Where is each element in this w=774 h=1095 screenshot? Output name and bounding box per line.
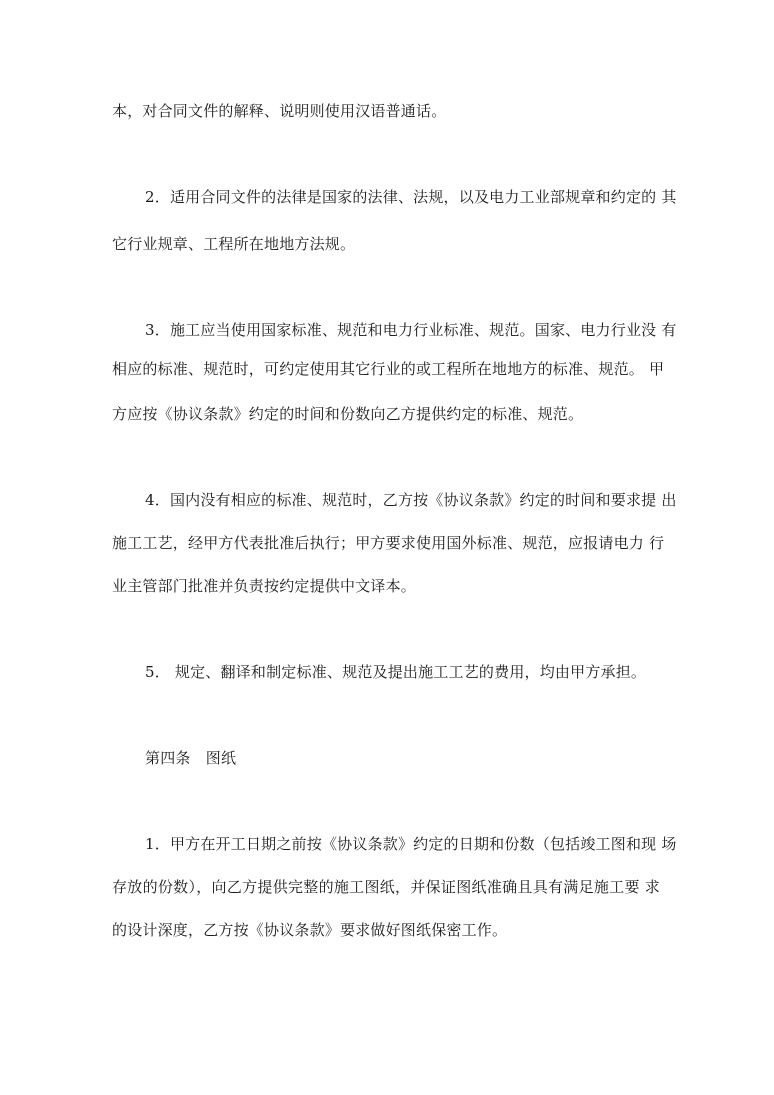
clause-4-line-3: 业主管部门批准并负责按约定提供中文译本。 [112,577,417,595]
clause-3-line-1: 3．施工应当使用国家标准、规范和电力行业标准、规范。国家、电力行业没 有 [145,321,677,339]
article-4-clause-1-line-2: 存放的份数），向乙方提供完整的施工图纸，并保证图纸准确且具有满足施工要 求 [112,878,660,896]
clause-2-line-1: 2．适用合同文件的法律是国家的法律、法规，以及电力工业部规章和约定的 其 [145,188,677,206]
article-4-heading: 第四条 图纸 [145,749,237,767]
paragraph-continuation: 本，对合同文件的解释、说明则使用汉语普通话。 [112,102,447,120]
clause-5-line-1: 5． 规定、翻译和制定标准、规范及提出施工工艺的费用，均由甲方承担。 [145,663,647,681]
article-4-clause-1-line-1: 1．甲方在开工日期之前按《协议条款》约定的日期和份数（包括竣工图和现 场 [145,835,677,853]
clause-4-line-1: 4．国内没有相应的标准、规范时，乙方按《协议条款》约定的时间和要求提 出 [145,491,677,509]
clause-2-line-2: 它行业规章、工程所在地地方法规。 [112,235,356,253]
clause-3-line-3: 方应按《协议条款》约定的时间和份数向乙方提供约定的标准、规范。 [112,405,584,423]
clause-4-line-2: 施工工艺，经甲方代表批准后执行；甲方要求使用国外标准、规范，应报请电力 行 [112,534,665,552]
clause-3-line-2: 相应的标准、规范时，可约定使用其它行业的或工程所在地地方的标准、规范。 甲 [112,360,665,378]
article-4-clause-1-line-3: 的设计深度，乙方按《协议条款》要求做好图纸保密工作。 [112,921,508,939]
